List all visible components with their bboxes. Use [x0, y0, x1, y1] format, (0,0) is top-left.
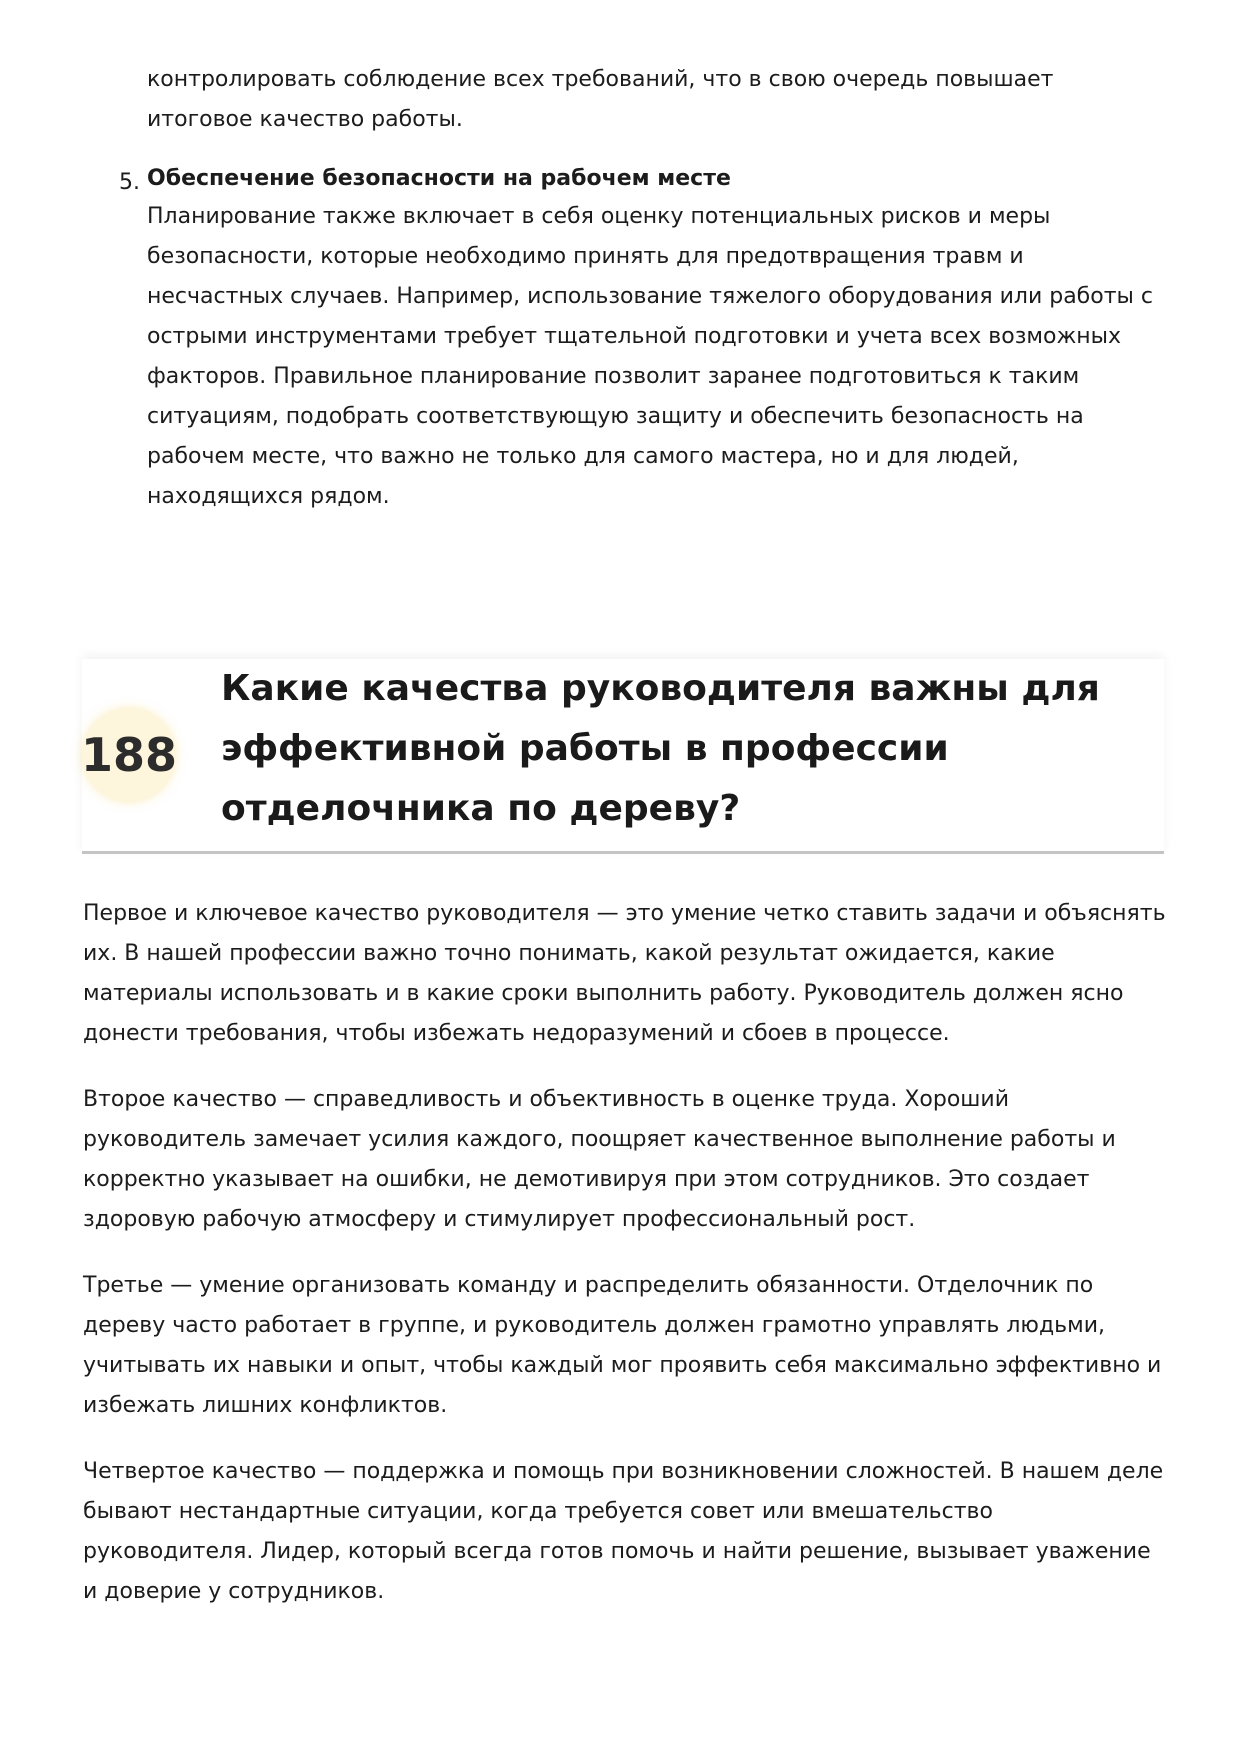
answer-paragraph: Первое и ключевое качество руководителя — это умение четко ставить задачи и объяснять их. В нашей профессии важно точно понимать, какой результат ожидается, какие материалы использовать и в какие сроки выполнить работу. Руководитель должен ясно донести требования, чтобы избежать недоразумений и сбоев в процессе.	[83, 901, 1166, 1046]
answer-paragraph: Четвертое качество — поддержка и помощь при возникновении сложностей. В нашем деле бывают нестандартные ситуации, когда требуется совет или вмешательство руководителя. Лидер, который всегда готов помочь и найти решение, вызывает уважение и доверие у сотрудников.	[83, 1459, 1164, 1604]
continuation-paragraph: контролировать соблюдение всех требований, что в свою очередь повышает итоговое качество работы.	[147, 67, 1054, 132]
answer-paragraph: Третье — умение организовать команду и распределить обязанности. Отделочник по дереву часто работает в группе, и руководитель должен грамотно управлять людьми, учитывать их навыки и опыт, чтобы каждый мог проявить себя максимально эффективно и избежать лишних конфликтов.	[83, 1273, 1162, 1418]
question-header	[82, 659, 1164, 854]
list-item-title: Обеспечение безопасности на рабочем месте	[147, 166, 731, 191]
answer-paragraph: Второе качество — справедливость и объективность в оценке труда. Хороший руководитель замечает усилия каждого, поощряет качественное выполнение работы и корректно указывает на ошибки, не демотивируя при этом сотрудников. Это создает здоровую рабочую атмосферу и стимулирует профессиональный рост.	[83, 1087, 1116, 1232]
list-item-number: 5.	[119, 170, 140, 195]
list-item-body	[147, 163, 1159, 517]
question-title: Какие качества руководителя важны для эффективной работы в профессии отделочника по дереву?	[221, 668, 1100, 829]
list-item-text: Планирование также включает в себя оценку потенциальных рисков и меры безопасности, которые необходимо принять для предотвращения травм и несчастных случаев. Например, использование тяжелого оборудования или работы с острыми инструментами требует тщательной подготовки и учета всех возможных факторов. Правильное планирование позволит заранее подготовиться к таким ситуациям, подобрать соответствующую защиту и обеспечить безопасность на рабочем месте, что важно не только для самого мастера, но и для людей, находящихся рядом.	[147, 204, 1153, 509]
question-number-badge: 188	[82, 708, 176, 802]
answer-body	[83, 894, 1168, 1638]
list-item	[119, 163, 1159, 517]
